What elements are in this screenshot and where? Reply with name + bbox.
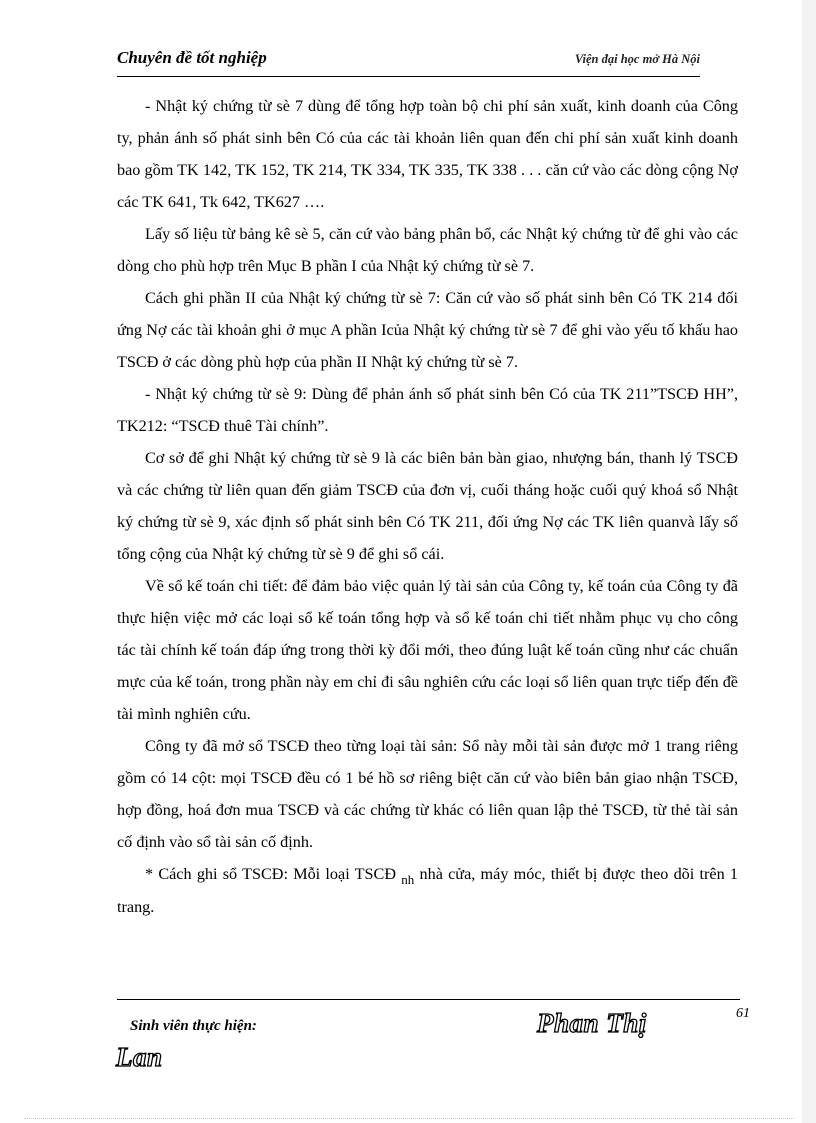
paragraph-text: nhà cửa, máy móc, thiết bị được theo dõi trên 1 trang. — [117, 865, 739, 916]
header-institution: Viện đại học mở Hà Nội — [574, 52, 700, 66]
paragraph: Cách ghi phần II của Nhật ký chứng từ sè 7: Căn cứ vào số phát sinh bên Có TK 214 đối ứng Nợ các tài khoản ghi ở mục A phần Icủa Nhật ký chứng từ sè 7 để ghi vào yếu tố khấu hao TSCĐ ở các dòng phù hợp của phần II Nhật ký chứng từ sè 7. — [117, 289, 738, 371]
paragraph: - Nhật ký chứng từ sè 9: Dùng để phản ánh số phát sinh bên Có của TK 211”TSCĐ HH”, TK212: “TSCĐ thuê Tài chính”. — [117, 385, 738, 435]
paragraph-last — [117, 858, 738, 923]
paragraph: Về sổ kế toán chi tiết: để đảm bảo việc quản lý tài sản của Công ty, kế toán của Công ty đã thực hiện việc mở các loại sổ kế toán tổng hợp và sổ kế toán chi tiết nhằm phục vụ cho công tác tài chính kế toán đáp ứng trong thời kỳ đổi mới, theo đúng luật kế toán cũng như các chuẩn mực của kế toán, trong phần này em chỉ đi sâu nghiên cứu các loại sổ liên quan trực tiếp đến đề tài mình nghiên cứu. — [117, 577, 738, 723]
paragraph-text: * Cách ghi sổ TSCĐ: Mỗi loại TSCĐ — [145, 865, 402, 883]
paragraph: Cơ sở để ghi Nhật ký chứng từ sè 9 là các biên bản bàn giao, nhượng bán, thanh lý TSCĐ và các chứng từ liên quan đến giảm TSCĐ của đơn vị, cuối tháng hoặc cuối quý khoá sổ Nhật ký chứng từ sè 9, xác định số phát sinh bên Có TK 211, đối ứng Nợ các TK liên quanvà lấy số tổng cộng của Nhật ký chứng từ sè 9 để ghi sổ cái. — [117, 449, 738, 563]
paragraph: Công ty đã mở sổ TSCĐ theo từng loại tài sản: Sổ này mỗi tài sản được mở 1 trang riêng gồm có 14 cột: mọi TSCĐ đều có 1 bé hồ sơ riêng biệt căn cứ vào biên bản giao nhận TSCĐ, hợp đồng, hoá đơn mua TSCĐ và các chứng từ khác có liên quan lập thẻ TSCĐ, từ thẻ tài sản cố định vào sổ tài sản cố định. — [117, 737, 738, 851]
footer-student-name: Phan Thị — [537, 1008, 647, 1038]
page-bottom-dotted-line — [24, 1118, 794, 1119]
header-title: Chuyên đề tốt nghiệp — [117, 48, 267, 67]
paragraph: Lấy số liệu từ bảng kê sè 5, căn cứ vào bảng phân bổ, các Nhật ký chứng từ để ghi vào các dòng cho phù hợp trên Mục B phần I của Nhật ký chứng từ sè 7. — [117, 225, 738, 275]
footer-divider — [117, 999, 740, 1000]
page-header — [117, 46, 700, 77]
paragraph: - Nhật ký chứng từ sè 7 dùng để tổng hợp toàn bộ chi phí sản xuất, kinh doanh của Công ty, phản ánh số phát sinh bên Có của các tài khoản liên quan đến chi phí sản xuất kinh doanh bao gồm TK 142, TK 152, TK 214, TK 334, TK 335, TK 338 . . . căn cứ vào các dòng cộng Nợ các TK 641, Tk 642, TK627 …. — [117, 97, 738, 211]
subscript-text: nh — [401, 872, 415, 887]
footer-student-name-continued: Lan — [116, 1042, 163, 1072]
document-body — [117, 90, 738, 923]
footer-student-label: Sinh viên thực hiện: — [130, 1018, 257, 1034]
page-number: 61 — [736, 1006, 750, 1021]
